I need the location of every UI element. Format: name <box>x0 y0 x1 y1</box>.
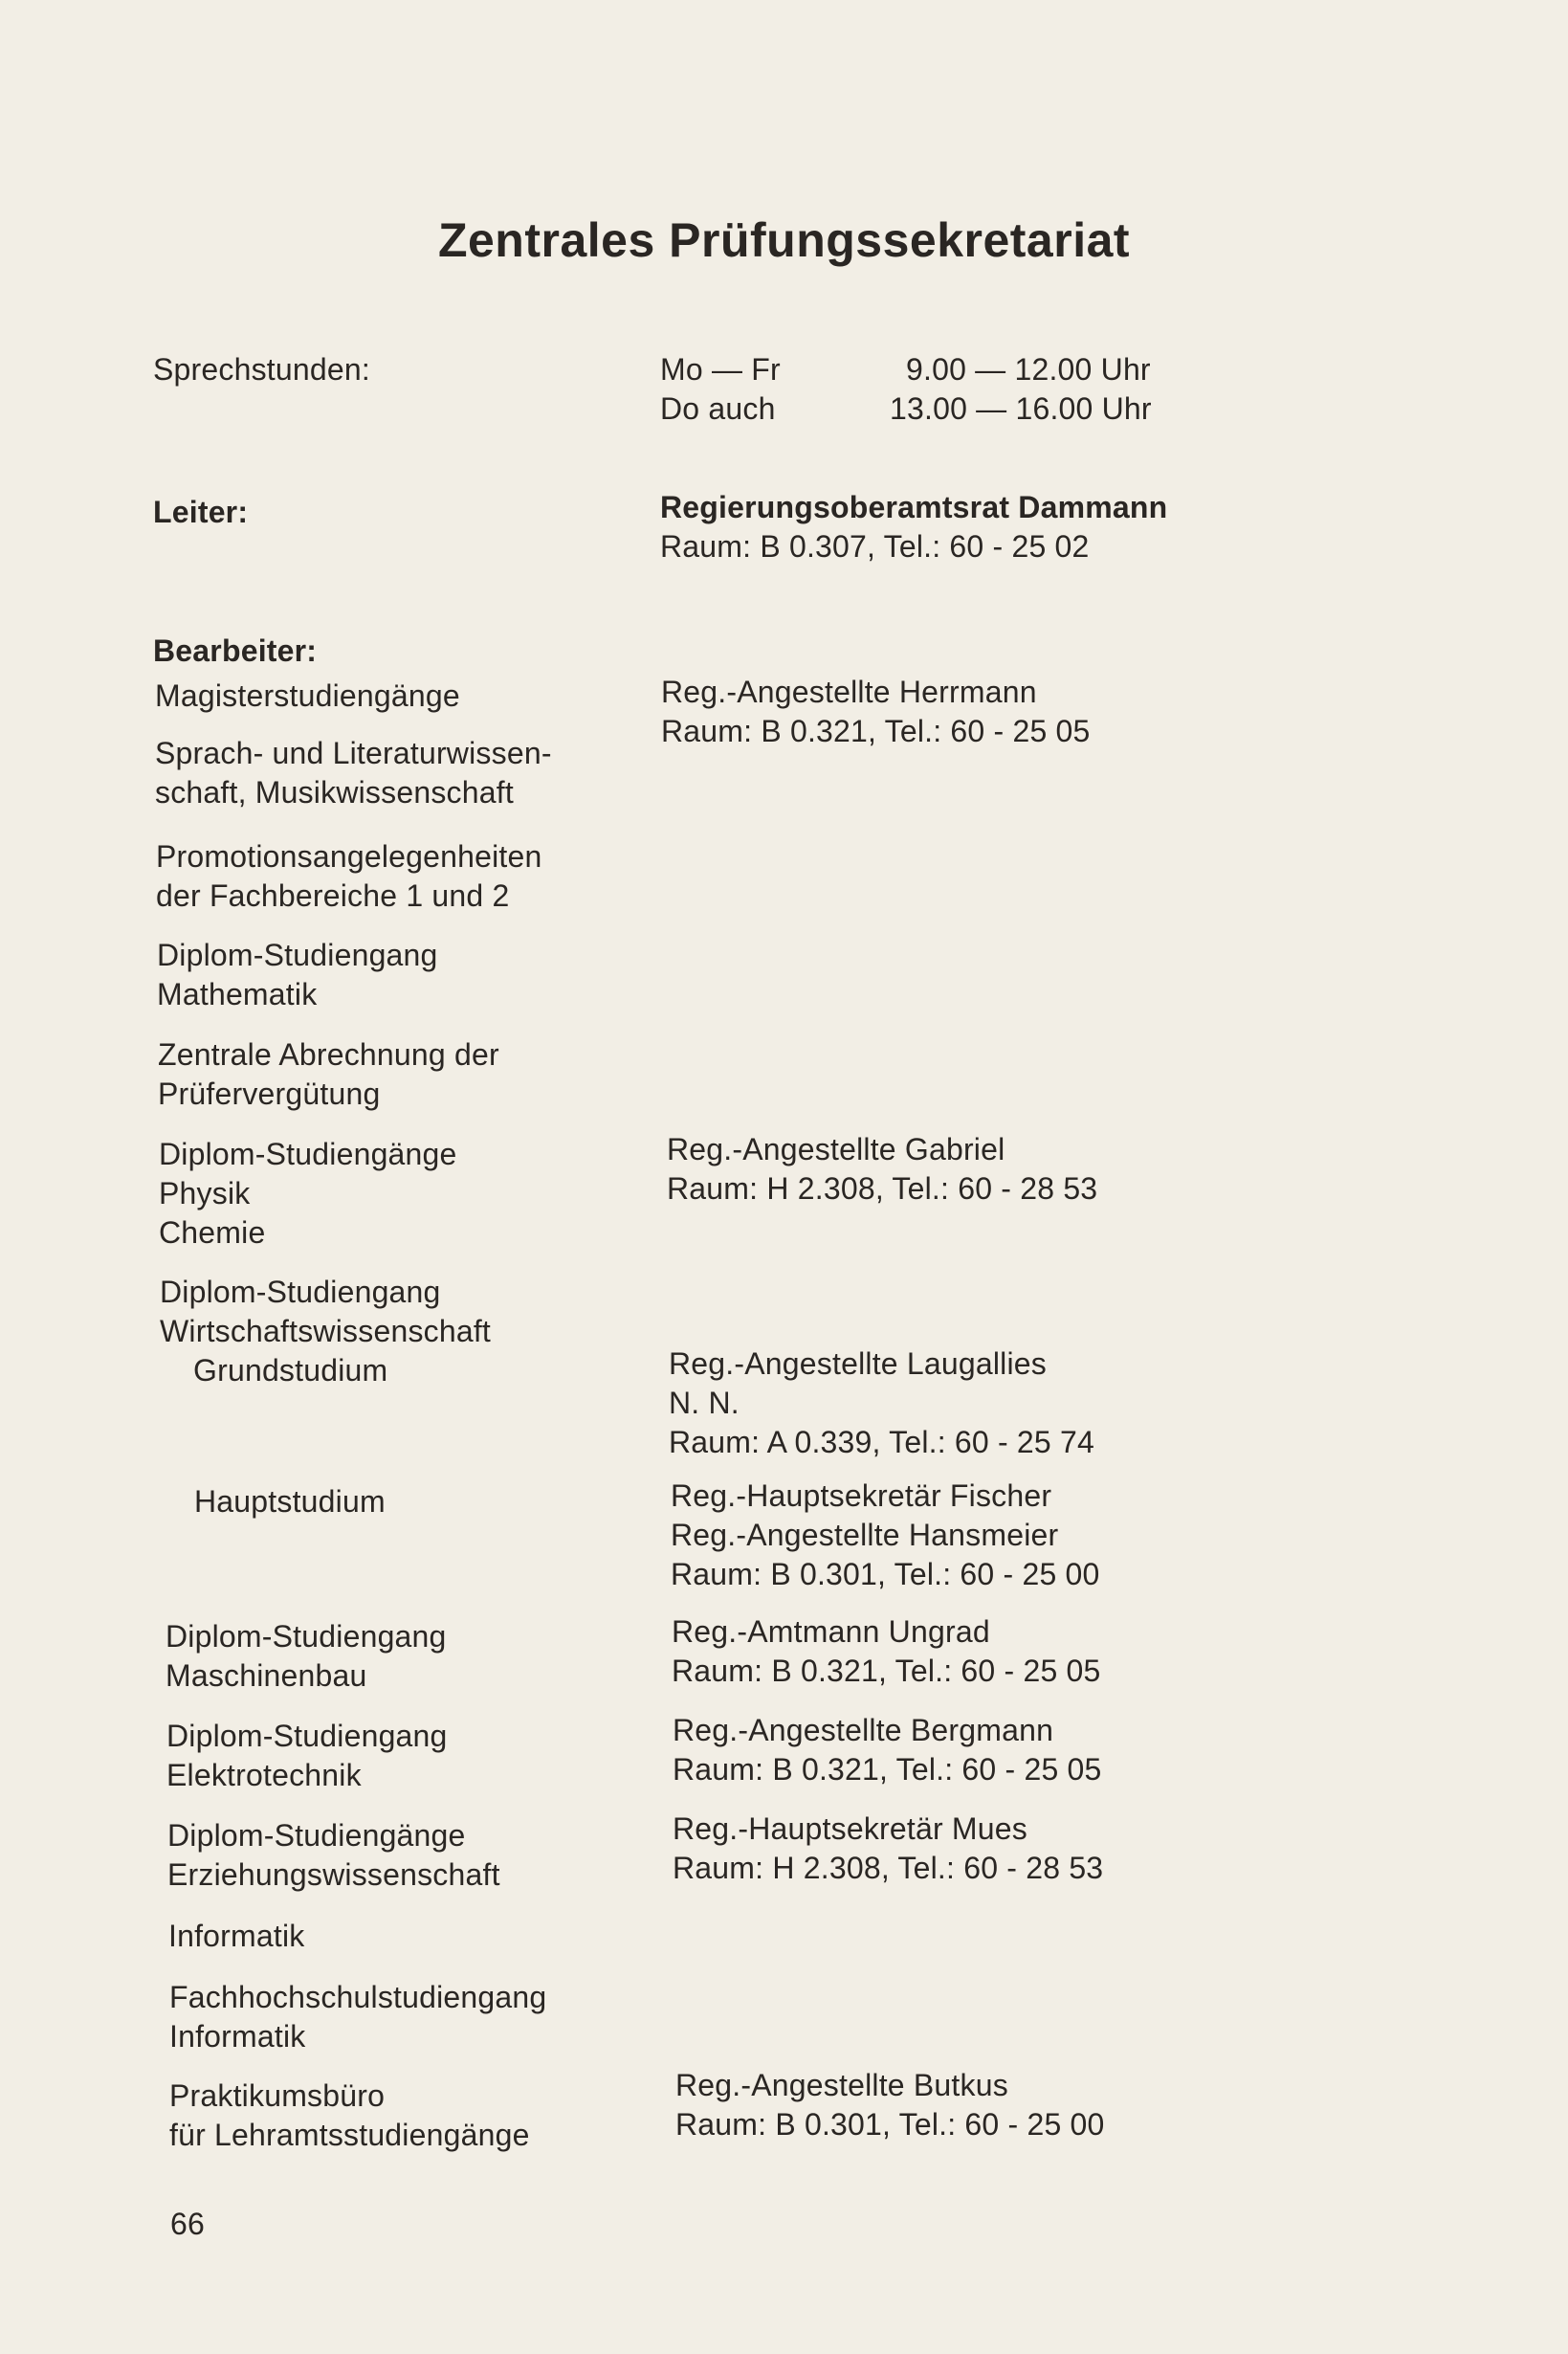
subject-line: Informatik <box>169 2019 306 2054</box>
subject-line: Diplom-Studiengänge <box>167 1818 466 1853</box>
staff-line: Reg.-Amtmann Ungrad <box>672 1614 990 1649</box>
staff-line: Reg.-Angestellte Bergmann <box>673 1713 1054 1747</box>
staff-line: Reg.-Angestellte Butkus <box>675 2068 1008 2102</box>
staff-line: Raum: B 0.321, Tel.: 60 - 25 05 <box>661 714 1091 748</box>
office-hours-days-2: Do auch <box>660 391 776 426</box>
staff-line: Raum: H 2.308, Tel.: 60 - 28 53 <box>673 1851 1104 1885</box>
staff-line: Reg.-Hauptsekretär Mues <box>673 1811 1027 1846</box>
subject-line: Praktikumsbüro <box>169 2078 386 2113</box>
subject-line: für Lehramtsstudiengänge <box>169 2118 530 2152</box>
office-hours-label: Sprechstunden: <box>153 352 370 387</box>
subject-line: Mathematik <box>157 977 318 1011</box>
staff-line: Raum: H 2.308, Tel.: 60 - 28 53 <box>667 1171 1098 1206</box>
staff-line: Raum: B 0.321, Tel.: 60 - 25 05 <box>672 1654 1101 1688</box>
staff-line: Reg.-Angestellte Gabriel <box>667 1132 1005 1166</box>
office-hours-days-1: Mo — Fr <box>660 352 781 387</box>
subject-line: Diplom-Studiengänge <box>159 1137 457 1171</box>
subject-line: Fachhochschulstudiengang <box>169 1980 547 2014</box>
head-name: Regierungsoberamtsrat Dammann <box>660 490 1168 524</box>
subject-line: Physik <box>159 1176 251 1210</box>
subject-line: Diplom-Studiengang <box>157 938 438 972</box>
staff-line: N. N. <box>669 1386 740 1420</box>
staff-line: Raum: B 0.301, Tel.: 60 - 25 00 <box>671 1557 1100 1591</box>
staff-line: Reg.-Hauptsekretär Fischer <box>671 1478 1052 1513</box>
subject-line: Chemie <box>159 1215 266 1250</box>
subject-line: Diplom-Studiengang <box>160 1275 441 1309</box>
subject-line: Erziehungswissenschaft <box>167 1857 500 1892</box>
subject-line: Zentrale Abrechnung der <box>158 1037 499 1072</box>
subject-line: Promotionsangelegenheiten <box>156 839 542 874</box>
subject-line: Wirtschaftswissenschaft <box>160 1314 492 1348</box>
subject-line: Grundstudium <box>193 1353 388 1388</box>
page-number: 66 <box>170 2207 205 2241</box>
office-hours-time-1: 9.00 — 12.00 Uhr <box>906 352 1151 387</box>
staff-line: Reg.-Angestellte Laugallies <box>669 1346 1047 1381</box>
staff-heading: Bearbeiter: <box>153 633 318 668</box>
subject-line: Sprach- und Literaturwissen- <box>155 736 552 770</box>
head-contact: Raum: B 0.307, Tel.: 60 - 25 02 <box>660 529 1090 564</box>
subject-line: der Fachbereiche 1 und 2 <box>156 878 510 913</box>
subject-line: Hauptstudium <box>194 1484 386 1519</box>
subject-line: schaft, Musikwissenschaft <box>155 775 514 810</box>
subject-line: Diplom-Studiengang <box>166 1619 447 1654</box>
staff-line: Raum: A 0.339, Tel.: 60 - 25 74 <box>669 1425 1095 1459</box>
subject-line: Prüfervergütung <box>158 1077 381 1111</box>
staff-line: Raum: B 0.301, Tel.: 60 - 25 00 <box>675 2107 1105 2142</box>
office-hours-time-2: 13.00 — 16.00 Uhr <box>890 391 1152 426</box>
subject-line: Magisterstudiengänge <box>155 678 460 713</box>
page-title: Zentrales Prüfungssekretariat <box>437 213 1131 267</box>
staff-line: Raum: B 0.321, Tel.: 60 - 25 05 <box>673 1752 1102 1787</box>
staff-line: Reg.-Angestellte Herrmann <box>661 675 1037 709</box>
staff-line: Reg.-Angestellte Hansmeier <box>671 1518 1059 1552</box>
subject-line: Elektrotechnik <box>166 1758 362 1792</box>
subject-line: Maschinenbau <box>166 1658 367 1693</box>
head-label: Leiter: <box>153 495 249 529</box>
subject-line: Diplom-Studiengang <box>166 1719 448 1753</box>
subject-line: Informatik <box>168 1919 305 1953</box>
